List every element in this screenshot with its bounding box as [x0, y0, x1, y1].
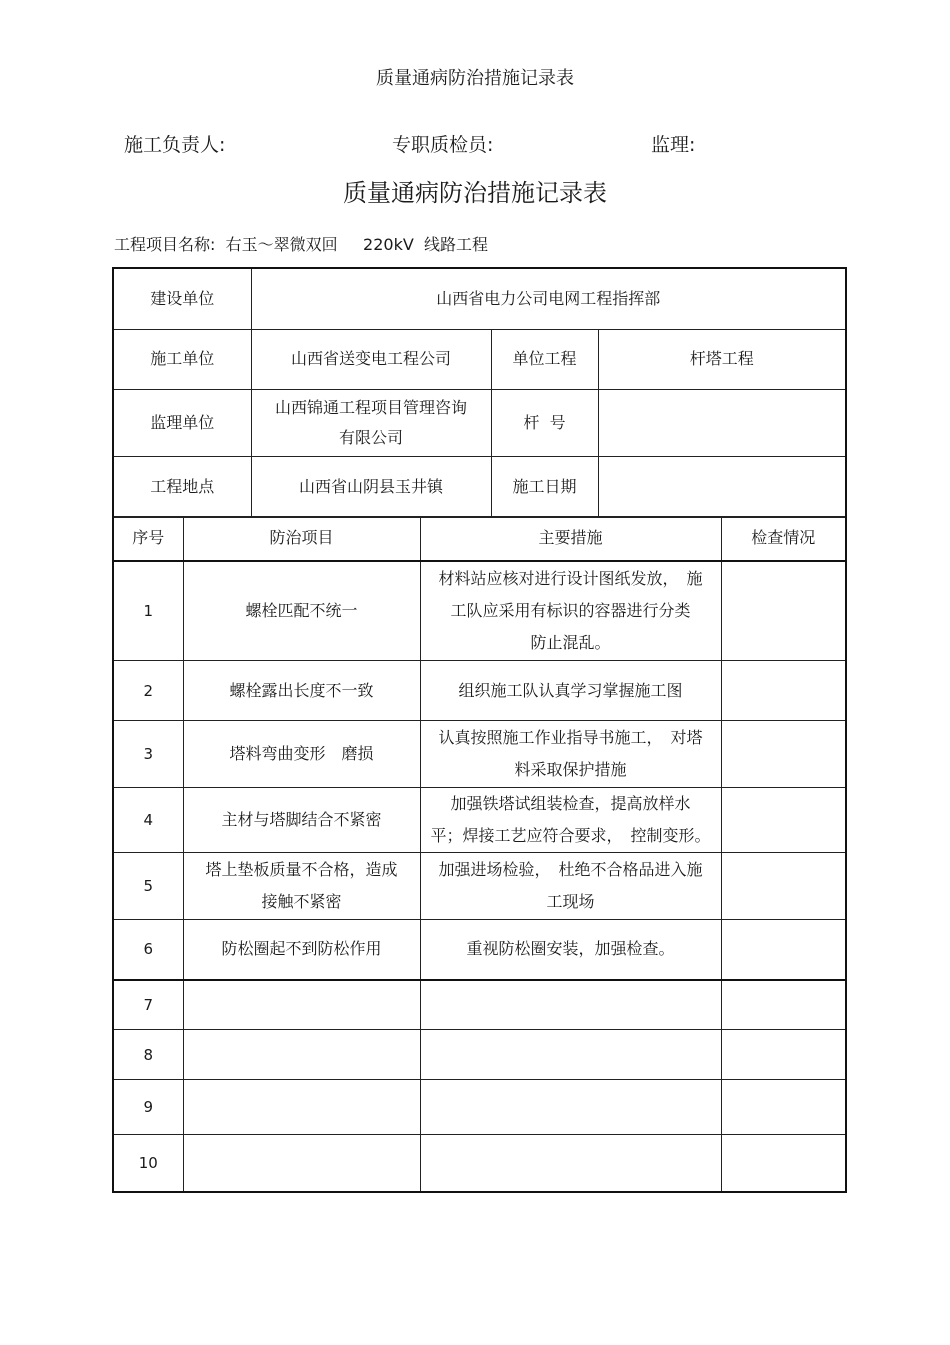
row-seq: 10: [113, 1135, 183, 1192]
site-label: 工程地点: [113, 456, 251, 517]
row-measure: [420, 661, 721, 721]
project-voltage: 220kV: [363, 235, 414, 254]
row-item: [183, 788, 420, 853]
row-measure-line: 重视防松圈安装，加强检查。: [466, 939, 675, 959]
measures-table: [112, 516, 847, 1193]
row-item: [183, 721, 420, 788]
row-seq: 4: [113, 788, 183, 853]
row-measure-line: 加强进场检验， 杜绝不合格品进入施: [438, 860, 703, 879]
row-item: [183, 1030, 420, 1080]
col-header-item: 防治项目: [183, 517, 420, 561]
row-check: [721, 920, 846, 980]
row-measure-line: 工现场: [546, 892, 595, 911]
row-check: [721, 788, 846, 853]
row-check: [721, 661, 846, 721]
row-item: [183, 1135, 420, 1192]
row-measure: [420, 1030, 721, 1080]
row-item: [183, 661, 420, 721]
table-row: [113, 1030, 846, 1080]
col-header-measure: 主要措施: [420, 517, 721, 561]
row-item: [183, 920, 420, 980]
row-measure: [420, 788, 721, 853]
table-row: [113, 661, 846, 721]
row-check: [721, 1135, 846, 1192]
project-info-table: [112, 267, 847, 518]
construction-date-label: 施工日期: [491, 456, 598, 517]
table-row: [113, 721, 846, 788]
row-measure-line: 加强铁塔试组装检查，提高放样水: [450, 794, 691, 813]
project-name-label: 工程项目名称:: [114, 235, 216, 254]
supervisor-line-1: 山西锦通工程项目管理咨询: [274, 397, 467, 417]
signature-supervisor: 监理:: [651, 134, 696, 156]
row-measure-line: 平；焊接工艺应符合要求， 控制变形。: [430, 826, 711, 845]
project-name-value: 右玉～翠微双回: [225, 235, 338, 254]
project-name-line: [114, 232, 488, 255]
row-seq: 9: [113, 1080, 183, 1135]
row-measure-line: 组织施工队认真学习掌握施工图: [458, 680, 683, 700]
pole-number-label: 杆 号: [491, 389, 598, 456]
construction-unit-label: 建设单位: [113, 268, 251, 329]
row-item-line: 接触不紧密: [261, 892, 342, 911]
unit-project-value: 杆塔工程: [598, 329, 846, 389]
row-item: [183, 1080, 420, 1135]
row-item-line: 塔上垫板质量不合格，造成: [205, 860, 398, 879]
row-item-line: 防松圈起不到防松作用: [221, 939, 382, 959]
row-seq: 5: [113, 853, 183, 920]
row-seq: 7: [113, 980, 183, 1030]
table-row: [113, 980, 846, 1030]
unit-project-label: 单位工程: [491, 329, 598, 389]
row-check: [721, 721, 846, 788]
signature-quality-inspector: 专职质检员:: [392, 134, 494, 156]
row-item: [183, 980, 420, 1030]
builder-label: 施工单位: [113, 329, 251, 389]
row-measure: [420, 980, 721, 1030]
col-header-check: 检查情况: [721, 517, 846, 561]
table-row: [113, 1080, 846, 1135]
table-row: [113, 561, 846, 661]
row-measure: [420, 853, 721, 920]
row-measure-line: 料采取保护措施: [514, 760, 627, 779]
row-measure: [420, 920, 721, 980]
row-item-line: 螺栓露出长度不一致: [229, 680, 374, 700]
table-row: [113, 853, 846, 920]
row-item-line: 螺栓匹配不统一: [245, 600, 358, 620]
row-measure: [420, 561, 721, 661]
builder-value: 山西省送变电工程公司: [251, 329, 491, 389]
row-check: [721, 561, 846, 661]
supervisor-value: [251, 389, 491, 456]
row-check: [721, 1030, 846, 1080]
row-seq: 8: [113, 1030, 183, 1080]
table-row: [113, 788, 846, 853]
construction-unit-value: 山西省电力公司电网工程指挥部: [251, 268, 846, 329]
col-header-seq: 序号: [113, 517, 183, 561]
signature-construction-leader: 施工负责人:: [124, 134, 226, 156]
row-seq: 3: [113, 721, 183, 788]
row-measure-line: 认真按照施工作业指导书施工， 对塔: [438, 728, 703, 747]
pole-number-value: [598, 389, 846, 456]
row-measure-line: 防止混乱。: [530, 632, 611, 652]
row-seq: 1: [113, 561, 183, 661]
site-value: 山西省山阴县玉井镇: [251, 456, 491, 517]
project-type: 线路工程: [423, 235, 488, 254]
construction-date-value: [598, 456, 846, 517]
row-measure: [420, 1080, 721, 1135]
row-seq: 2: [113, 661, 183, 721]
table-row: [113, 1135, 846, 1192]
row-item: [183, 853, 420, 920]
row-measure: [420, 1135, 721, 1192]
supervisor-line-2: 有限公司: [338, 427, 403, 447]
row-measure-line: 材料站应核对进行设计图纸发放， 施: [438, 568, 703, 588]
page-top-title: 质量通病防治措施记录表: [376, 68, 574, 89]
row-item-line: 塔料弯曲变形 磨损: [229, 744, 374, 763]
table-row: [113, 920, 846, 980]
measures-table-header: [113, 517, 846, 561]
row-seq: 6: [113, 920, 183, 980]
row-check: [721, 980, 846, 1030]
row-measure-line: 工队应采用有标识的容器进行分类: [450, 600, 691, 620]
row-check: [721, 853, 846, 920]
row-check: [721, 1080, 846, 1135]
row-measure: [420, 721, 721, 788]
row-item: [183, 561, 420, 661]
form-title: 质量通病防治措施记录表: [343, 179, 607, 207]
supervisor-label: 监理单位: [113, 389, 251, 456]
row-item-line: 主材与塔脚结合不紧密: [221, 810, 382, 829]
